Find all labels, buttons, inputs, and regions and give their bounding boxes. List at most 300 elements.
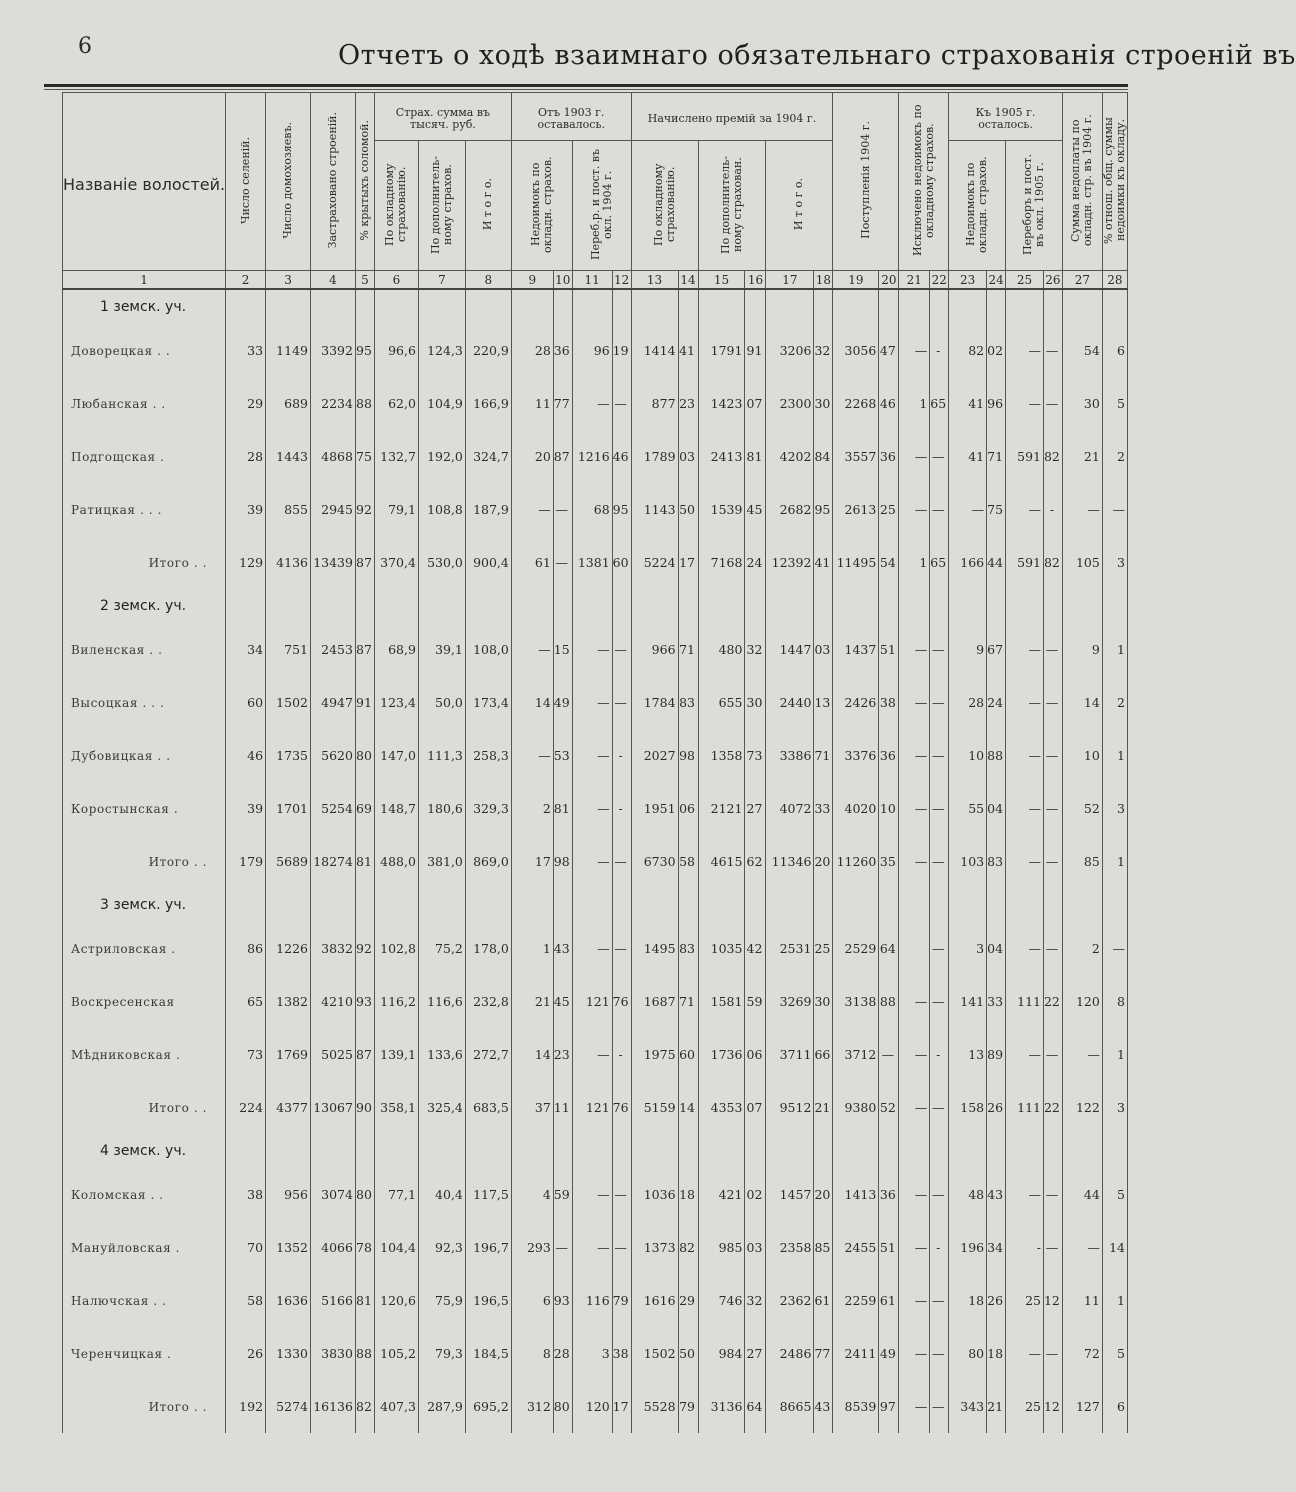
header-c11: Переб.р. и пост. въ окл. 1904 г.	[588, 148, 614, 260]
cell-col-15: 4353	[698, 1081, 745, 1134]
cell-col-5: 81	[355, 835, 374, 888]
cell-col-27: 85	[1062, 835, 1102, 888]
cell-col-9: 2	[511, 782, 553, 835]
cell-col-9: 14	[511, 676, 553, 729]
volost-name: Черенчицкая .	[63, 1327, 226, 1380]
cell-col-16: 32	[745, 623, 766, 676]
header-group-sum: Страх. сумма въ тысяч. руб.	[374, 93, 511, 141]
cell-col-9: 6	[511, 1274, 553, 1327]
cell-col-11: —	[572, 377, 612, 430]
cell-col-16: 24	[745, 536, 766, 589]
cell-col-20: 36	[879, 1168, 899, 1221]
cell-col-23: 82	[949, 324, 987, 377]
cell-col-16: 42	[745, 922, 766, 975]
cell-col-3: 1769	[266, 1028, 311, 1081]
cell-col-8: 272,7	[465, 1028, 511, 1081]
cell-col-21	[899, 922, 930, 975]
cell-col-18: 61	[814, 1274, 833, 1327]
cell-col-6: 148,7	[374, 782, 418, 835]
cell-col-22: —	[930, 483, 949, 536]
cell-col-28: 5	[1102, 1327, 1127, 1380]
cell-col-2: 179	[226, 835, 266, 888]
cell-col-28: 1	[1102, 1274, 1127, 1327]
cell-col-14: 06	[678, 782, 698, 835]
cell-col-15: 746	[698, 1274, 745, 1327]
cell-col-16: 07	[745, 1081, 766, 1134]
cell-col-21: —	[899, 1274, 930, 1327]
cell-col-11: —	[572, 729, 612, 782]
cell-col-25: 591	[1006, 430, 1044, 483]
cell-col-26: —	[1043, 1168, 1062, 1221]
column-number: 23	[949, 271, 987, 290]
cell-col-25: —	[1006, 835, 1044, 888]
cell-col-21: —	[899, 1081, 930, 1134]
header-group-premiums: Начислено премій за 1904 г.	[631, 93, 833, 141]
cell-col-25: 25	[1006, 1274, 1044, 1327]
cell-col-12: -	[612, 782, 631, 835]
cell-col-4: 2453	[310, 623, 355, 676]
cell-col-17: 2300	[766, 377, 814, 430]
cell-col-23: 18	[949, 1274, 987, 1327]
cell-col-28: 2	[1102, 430, 1127, 483]
table-row	[63, 676, 1128, 729]
cell-col-7: 381,0	[418, 835, 465, 888]
cell-col-5: 75	[355, 430, 374, 483]
cell-col-13: 1036	[631, 1168, 678, 1221]
header-c21: Исключено недоимокъ по окладному страхов.	[910, 104, 936, 256]
cell-col-3: 1382	[266, 975, 311, 1028]
cell-col-3: 4136	[266, 536, 311, 589]
cell-col-24: 26	[987, 1274, 1006, 1327]
cell-col-4: 4868	[310, 430, 355, 483]
cell-col-13: 2027	[631, 729, 678, 782]
cell-col-26: —	[1043, 676, 1062, 729]
cell-col-19: 3056	[833, 324, 879, 377]
cell-col-23: 103	[949, 835, 987, 888]
column-number: 20	[879, 271, 899, 290]
cell-col-27: 30	[1062, 377, 1102, 430]
cell-col-8: 117,5	[465, 1168, 511, 1221]
cell-col-8: 258,3	[465, 729, 511, 782]
cell-col-16: 59	[745, 975, 766, 1028]
cell-col-13: 1616	[631, 1274, 678, 1327]
cell-col-11: 120	[572, 1380, 612, 1433]
cell-col-7: 108,8	[418, 483, 465, 536]
table-row	[63, 623, 1128, 676]
cell-col-24: 34	[987, 1221, 1006, 1274]
column-number: 1	[63, 271, 226, 290]
cell-col-28: 2	[1102, 676, 1127, 729]
cell-col-18: 84	[814, 430, 833, 483]
cell-col-18: 41	[814, 536, 833, 589]
cell-col-13: 1789	[631, 430, 678, 483]
cell-col-16: 32	[745, 1274, 766, 1327]
cell-col-11: —	[572, 676, 612, 729]
cell-col-12: 46	[612, 430, 631, 483]
cell-col-12: —	[612, 1168, 631, 1221]
cell-col-24: 43	[987, 1168, 1006, 1221]
cell-col-16: 62	[745, 835, 766, 888]
cell-col-11: —	[572, 835, 612, 888]
cell-col-15: 985	[698, 1221, 745, 1274]
cell-col-25: —	[1006, 782, 1044, 835]
cell-col-28: 3	[1102, 536, 1127, 589]
cell-col-11: —	[572, 1168, 612, 1221]
cell-col-22: -	[930, 1221, 949, 1274]
cell-col-8: 178,0	[465, 922, 511, 975]
cell-col-14: 71	[678, 975, 698, 1028]
column-number: 25	[1006, 271, 1044, 290]
cell-col-20: 46	[879, 377, 899, 430]
cell-col-25: —	[1006, 1028, 1044, 1081]
cell-col-22: —	[930, 835, 949, 888]
cell-col-3: 1149	[266, 324, 311, 377]
cell-col-23: —	[949, 483, 987, 536]
cell-col-5: 87	[355, 1028, 374, 1081]
cell-col-8: 695,2	[465, 1380, 511, 1433]
cell-col-9: 8	[511, 1327, 553, 1380]
total-label: Итого . .	[63, 536, 226, 589]
cell-col-6: 102,8	[374, 922, 418, 975]
cell-col-10: 49	[553, 676, 572, 729]
cell-col-13: 966	[631, 623, 678, 676]
cell-col-6: 147,0	[374, 729, 418, 782]
cell-col-7: 104,9	[418, 377, 465, 430]
cell-col-15: 1423	[698, 377, 745, 430]
cell-col-5: 80	[355, 1168, 374, 1221]
volost-name: Ратицкая . . .	[63, 483, 226, 536]
district-title: 1 земск. уч.	[63, 289, 226, 324]
cell-col-24: 18	[987, 1327, 1006, 1380]
cell-col-20: 64	[879, 922, 899, 975]
cell-col-23: 80	[949, 1327, 987, 1380]
cell-col-5: 88	[355, 1327, 374, 1380]
table-row	[63, 324, 1128, 377]
column-number: 8	[465, 271, 511, 290]
cell-col-9: 312	[511, 1380, 553, 1433]
cell-col-4: 3392	[310, 324, 355, 377]
cell-col-13: 5224	[631, 536, 678, 589]
cell-col-27: 54	[1062, 324, 1102, 377]
cell-col-12: —	[612, 377, 631, 430]
total-row	[63, 1380, 1128, 1433]
cell-col-2: 26	[226, 1327, 266, 1380]
cell-col-27: —	[1062, 1028, 1102, 1081]
cell-col-23: 9	[949, 623, 987, 676]
header-c27: Сумма недоплаты по окладн. стр. въ 1904 г.	[1069, 114, 1095, 246]
cell-col-3: 855	[266, 483, 311, 536]
insurance-report-table	[62, 92, 1128, 1433]
cell-col-27: 72	[1062, 1327, 1102, 1380]
cell-col-13: 1143	[631, 483, 678, 536]
cell-col-27: 127	[1062, 1380, 1102, 1433]
header-name: Названіе волостей.	[63, 93, 226, 271]
column-number: 17	[766, 271, 814, 290]
cell-col-16: 45	[745, 483, 766, 536]
cell-col-18: 95	[814, 483, 833, 536]
cell-col-18: 71	[814, 729, 833, 782]
header-c8: И т о г о.	[481, 177, 495, 231]
cell-col-4: 13067	[310, 1081, 355, 1134]
cell-col-25: —	[1006, 676, 1044, 729]
cell-col-18: 43	[814, 1380, 833, 1433]
cell-col-19: 1437	[833, 623, 879, 676]
cell-col-15: 655	[698, 676, 745, 729]
cell-col-16: 27	[745, 782, 766, 835]
cell-col-21: —	[899, 430, 930, 483]
column-number: 11	[572, 271, 612, 290]
cell-col-11: 121	[572, 975, 612, 1028]
cell-col-27: 14	[1062, 676, 1102, 729]
cell-col-27: 10	[1062, 729, 1102, 782]
cell-col-8: 329,3	[465, 782, 511, 835]
cell-col-5: 87	[355, 623, 374, 676]
cell-col-5: 69	[355, 782, 374, 835]
cell-col-28: 3	[1102, 1081, 1127, 1134]
column-number: 12	[612, 271, 631, 290]
cell-col-6: 105,2	[374, 1327, 418, 1380]
cell-col-17: 3711	[766, 1028, 814, 1081]
cell-col-28: 1	[1102, 1028, 1127, 1081]
column-number: 22	[930, 271, 949, 290]
cell-col-2: 65	[226, 975, 266, 1028]
cell-col-26: —	[1043, 1327, 1062, 1380]
cell-col-16: 81	[745, 430, 766, 483]
header-c19: Поступленія 1904 г.	[858, 121, 872, 239]
cell-col-22: —	[930, 430, 949, 483]
cell-col-5: 92	[355, 483, 374, 536]
cell-col-10: 87	[553, 430, 572, 483]
cell-col-5: 87	[355, 536, 374, 589]
cell-col-19: 3138	[833, 975, 879, 1028]
cell-col-25: 591	[1006, 536, 1044, 589]
column-number: 24	[987, 271, 1006, 290]
cell-col-22: -	[930, 1028, 949, 1081]
cell-col-24: 71	[987, 430, 1006, 483]
cell-col-26: —	[1043, 922, 1062, 975]
column-number: 26	[1043, 271, 1062, 290]
cell-col-10: 80	[553, 1380, 572, 1433]
cell-col-6: 488,0	[374, 835, 418, 888]
total-label: Итого . .	[63, 1380, 226, 1433]
cell-col-7: 530,0	[418, 536, 465, 589]
cell-col-16: 64	[745, 1380, 766, 1433]
cell-col-20: 54	[879, 536, 899, 589]
cell-col-4: 5620	[310, 729, 355, 782]
cell-col-20: 97	[879, 1380, 899, 1433]
cell-col-9: —	[511, 623, 553, 676]
cell-col-12: 38	[612, 1327, 631, 1380]
volost-name: Высоцкая . . .	[63, 676, 226, 729]
table-row	[63, 1168, 1128, 1221]
cell-col-2: 28	[226, 430, 266, 483]
header-c13: По окладному страхованію.	[651, 162, 677, 246]
cell-col-4: 3830	[310, 1327, 355, 1380]
cell-col-9: 14	[511, 1028, 553, 1081]
cell-col-25: —	[1006, 922, 1044, 975]
cell-col-2: 60	[226, 676, 266, 729]
cell-col-2: 224	[226, 1081, 266, 1134]
total-label: Итого . .	[63, 835, 226, 888]
cell-col-28: 6	[1102, 1380, 1127, 1433]
cell-col-20: 51	[879, 623, 899, 676]
cell-col-9: 61	[511, 536, 553, 589]
cell-col-14: 41	[678, 324, 698, 377]
table-row	[63, 377, 1128, 430]
total-row	[63, 1081, 1128, 1134]
cell-col-27: 2	[1062, 922, 1102, 975]
cell-col-19: 11260	[833, 835, 879, 888]
cell-col-6: 79,1	[374, 483, 418, 536]
cell-col-14: 60	[678, 1028, 698, 1081]
cell-col-2: 46	[226, 729, 266, 782]
volost-name: Дубовицкая . .	[63, 729, 226, 782]
cell-col-6: 358,1	[374, 1081, 418, 1134]
cell-col-20: 52	[879, 1081, 899, 1134]
volost-name: Мануйловская .	[63, 1221, 226, 1274]
cell-col-25: 25	[1006, 1380, 1044, 1433]
volost-name: Астриловская .	[63, 922, 226, 975]
cell-col-6: 104,4	[374, 1221, 418, 1274]
cell-col-14: 79	[678, 1380, 698, 1433]
header-c4: Застраховано строеній.	[325, 111, 339, 249]
cell-col-17: 2358	[766, 1221, 814, 1274]
cell-col-20: 49	[879, 1327, 899, 1380]
cell-col-28: 6	[1102, 324, 1127, 377]
cell-col-24: 83	[987, 835, 1006, 888]
cell-col-17: 3386	[766, 729, 814, 782]
cell-col-7: 79,3	[418, 1327, 465, 1380]
cell-col-6: 370,4	[374, 536, 418, 589]
cell-col-23: 196	[949, 1221, 987, 1274]
cell-col-13: 6730	[631, 835, 678, 888]
cell-col-11: 121	[572, 1081, 612, 1134]
cell-col-19: 2613	[833, 483, 879, 536]
cell-col-2: 39	[226, 782, 266, 835]
cell-col-14: 14	[678, 1081, 698, 1134]
cell-col-15: 1736	[698, 1028, 745, 1081]
cell-col-5: 82	[355, 1380, 374, 1433]
cell-col-5: 80	[355, 729, 374, 782]
cell-col-18: 21	[814, 1081, 833, 1134]
cell-col-17: 2682	[766, 483, 814, 536]
cell-col-11: 96	[572, 324, 612, 377]
cell-col-18: 32	[814, 324, 833, 377]
cell-col-22: —	[930, 1081, 949, 1134]
cell-col-19: 3557	[833, 430, 879, 483]
cell-col-8: 184,5	[465, 1327, 511, 1380]
cell-col-3: 956	[266, 1168, 311, 1221]
header-group-1905: Къ 1905 г. осталось.	[949, 93, 1063, 141]
cell-col-3: 4377	[266, 1081, 311, 1134]
cell-col-6: 96,6	[374, 324, 418, 377]
cell-col-5: 92	[355, 922, 374, 975]
district-title: 3 земск. уч.	[63, 888, 226, 922]
cell-col-21: —	[899, 623, 930, 676]
column-number: 21	[899, 271, 930, 290]
cell-col-4: 3074	[310, 1168, 355, 1221]
cell-col-18: 13	[814, 676, 833, 729]
cell-col-10: 45	[553, 975, 572, 1028]
cell-col-23: 166	[949, 536, 987, 589]
cell-col-19: 9380	[833, 1081, 879, 1134]
cell-col-26: —	[1043, 835, 1062, 888]
cell-col-23: 48	[949, 1168, 987, 1221]
cell-col-14: 98	[678, 729, 698, 782]
cell-col-7: 116,6	[418, 975, 465, 1028]
cell-col-4: 2234	[310, 377, 355, 430]
cell-col-12: —	[612, 1221, 631, 1274]
cell-col-21: —	[899, 1168, 930, 1221]
cell-col-25: 111	[1006, 975, 1044, 1028]
cell-col-19: 3712	[833, 1028, 879, 1081]
cell-col-10: 43	[553, 922, 572, 975]
cell-col-19: 2455	[833, 1221, 879, 1274]
cell-col-26: —	[1043, 377, 1062, 430]
cell-col-10: —	[553, 536, 572, 589]
cell-col-15: 3136	[698, 1380, 745, 1433]
cell-col-15: 421	[698, 1168, 745, 1221]
cell-col-19: 2259	[833, 1274, 879, 1327]
cell-col-8: 683,5	[465, 1081, 511, 1134]
cell-col-9: 4	[511, 1168, 553, 1221]
cell-col-7: 75,2	[418, 922, 465, 975]
cell-col-3: 1352	[266, 1221, 311, 1274]
cell-col-19: 11495	[833, 536, 879, 589]
cell-col-5: 91	[355, 676, 374, 729]
cell-col-7: 50,0	[418, 676, 465, 729]
header-c6: По окладному страхованію.	[383, 162, 409, 246]
cell-col-15: 1791	[698, 324, 745, 377]
cell-col-2: 70	[226, 1221, 266, 1274]
cell-col-8: 166,9	[465, 377, 511, 430]
column-number: 9	[511, 271, 553, 290]
cell-col-19: 4020	[833, 782, 879, 835]
cell-col-8: 196,7	[465, 1221, 511, 1274]
cell-col-18: 20	[814, 835, 833, 888]
column-number: 27	[1062, 271, 1102, 290]
cell-col-6: 116,2	[374, 975, 418, 1028]
cell-col-12: 60	[612, 536, 631, 589]
cell-col-9: —	[511, 483, 553, 536]
cell-col-26: -	[1043, 483, 1062, 536]
cell-col-6: 68,9	[374, 623, 418, 676]
cell-col-6: 62,0	[374, 377, 418, 430]
cell-col-10: 11	[553, 1081, 572, 1134]
cell-col-22: —	[930, 922, 949, 975]
cell-col-24: 24	[987, 676, 1006, 729]
cell-col-7: 75,9	[418, 1274, 465, 1327]
table-row	[63, 975, 1128, 1028]
cell-col-14: 83	[678, 922, 698, 975]
district-title: 4 земск. уч.	[63, 1134, 226, 1168]
district-title: 2 земск. уч.	[63, 589, 226, 623]
cell-col-19: 2411	[833, 1327, 879, 1380]
table-row	[63, 1221, 1128, 1274]
cell-col-4: 3832	[310, 922, 355, 975]
cell-col-2: 33	[226, 324, 266, 377]
cell-col-25: -	[1006, 1221, 1044, 1274]
cell-col-20: 25	[879, 483, 899, 536]
cell-col-15: 480	[698, 623, 745, 676]
column-number: 2	[226, 271, 266, 290]
cell-col-13: 5159	[631, 1081, 678, 1134]
cell-col-18: 66	[814, 1028, 833, 1081]
cell-col-18: 77	[814, 1327, 833, 1380]
cell-col-19: 2268	[833, 377, 879, 430]
cell-col-7: 111,3	[418, 729, 465, 782]
cell-col-22: 65	[930, 377, 949, 430]
